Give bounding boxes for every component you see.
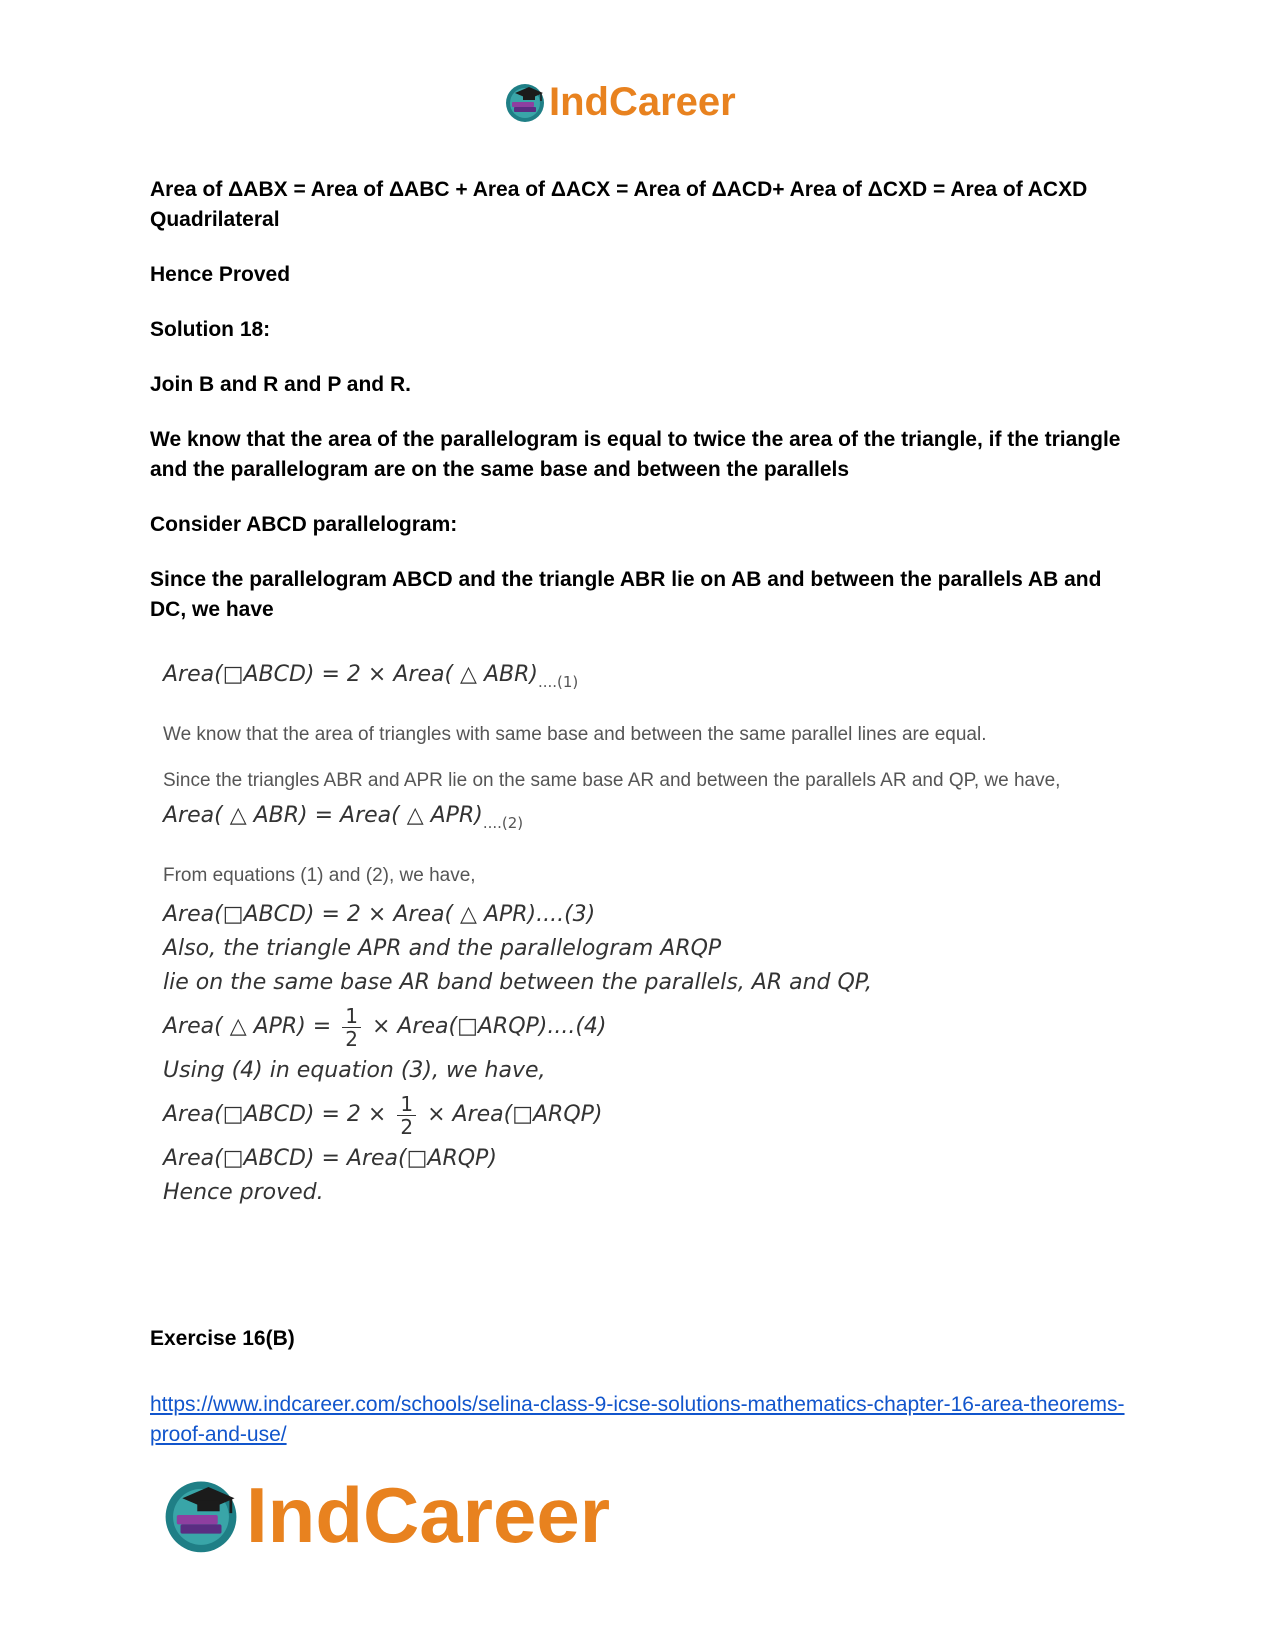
math-derivation (163, 658, 1123, 1210)
equation-1-tag: ....(1) (537, 673, 579, 691)
note-triangles-abr-apr: Since the triangles ABR and APR lie on the same base AR and between the parallels AR and QP, we have, (163, 770, 1061, 791)
solution-heading: Solution 18: (150, 318, 271, 341)
footer-logo (160, 1470, 610, 1560)
paragraph-area-proof: Area of ΔABX = Area of ΔABC + Area of ΔACX = Area of ΔACD+ Area of ΔCXD = Area of ACXD Quadrilateral (150, 178, 1088, 231)
text-hence-proved: Hence proved. (163, 1180, 324, 1205)
equation-2: Area( △ ABR) = Area( △ $APR)_{....(2)}$ (163, 803, 524, 832)
brand-name: IndCareer (246, 1471, 611, 1559)
equation-5: Area(□ABCD) = 2 × $\frac{1}{2}$ × Area(□ARQP) (163, 1091, 603, 1139)
paragraph-since: Since the parallelogram ABCD and the triangle ABR lie on AB and between the parallels AB and DC, we have (150, 568, 1102, 621)
note-same-base: We know that the area of triangles with same base and between the same parallel lines are equal. (163, 724, 987, 745)
source-link[interactable]: https://www.indcareer.com/schools/selina-class-9-icse-solutions-mathematics-chapter-16-area-theorems-proof-and-use/ (150, 1393, 1125, 1446)
graduation-cap-book-icon (160, 1474, 242, 1556)
header-logo (503, 78, 736, 126)
fraction-one-half: $\frac{1}{2}$ (397, 1093, 416, 1138)
document-body (150, 175, 1130, 650)
exercise-heading: Exercise 16(B) (150, 1327, 295, 1350)
equation-2-tag: ....(2) (482, 814, 524, 832)
equation-4: Area( △ APR) = $\frac{1}{2}$ × Area(□ARQP)....(4) (163, 1003, 607, 1051)
graduation-cap-book-icon (503, 80, 547, 124)
equation-3: Area(□ABCD) = 2 × Area( △ APR)....(3) (163, 902, 596, 927)
text-using-4: Using (4) in equation (3), we have, (163, 1058, 546, 1083)
paragraph-theorem: We know that the area of the parallelogram is equal to twice the area of the triangle, if the triangle and the parallelogram are on the same base and between the parallels (150, 428, 1121, 481)
paragraph-join: Join B and R and P and R. (150, 373, 411, 396)
text-also: Also, the triangle APR and the parallelogram ARQP (163, 936, 722, 961)
equation-1: Area(□ABCD) = 2 × Area( △ $ABR)_{....(1)}$ (163, 662, 579, 691)
paragraph-consider: Consider ABCD parallelogram: (150, 513, 458, 536)
brand-name: IndCareer (549, 80, 736, 124)
paragraph-hence-proved: Hence Proved (150, 263, 291, 286)
fraction-one-half: $\frac{1}{2}$ (342, 1005, 361, 1050)
note-from-equations: From equations (1) and (2), we have, (163, 865, 476, 886)
text-lie-on: lie on the same base AR band between the parallels, AR and QP, (163, 970, 873, 995)
equation-6: Area(□ABCD) = Area(□ARQP) (163, 1146, 497, 1171)
